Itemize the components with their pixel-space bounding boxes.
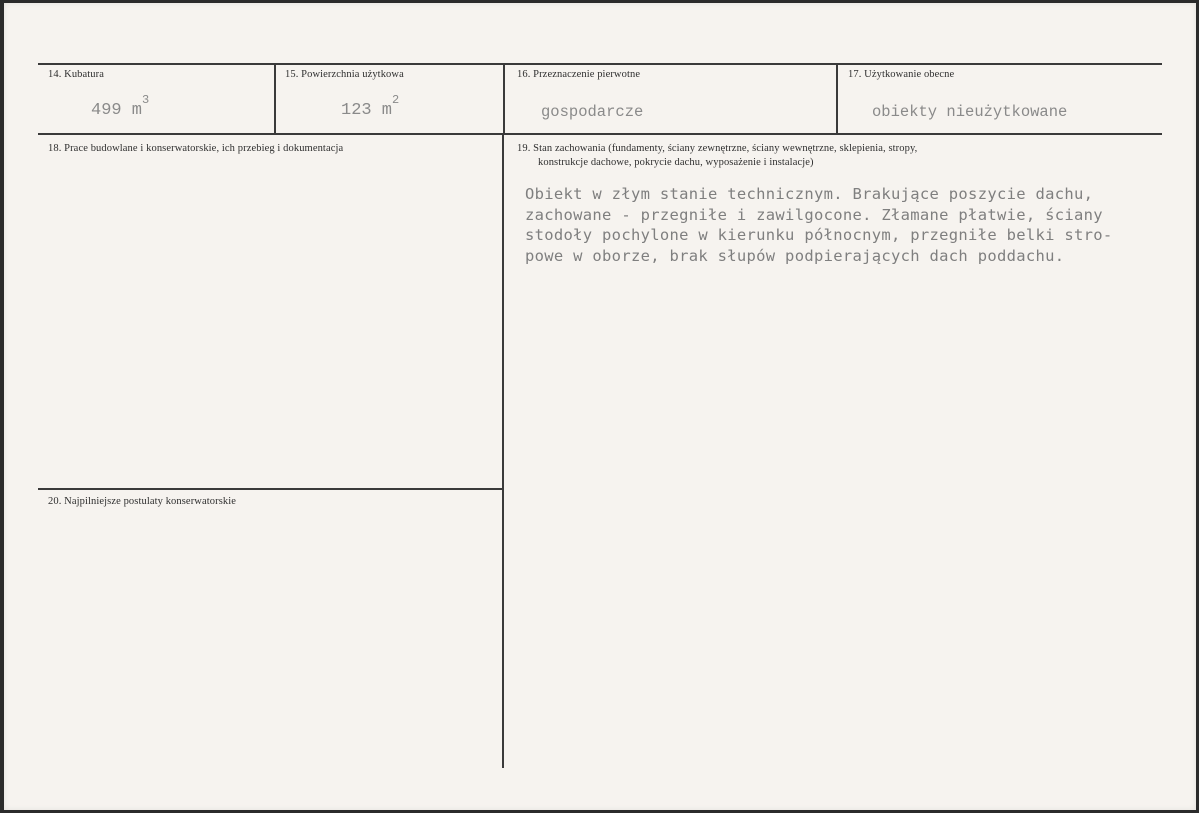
row1-bottom-line — [38, 133, 1162, 135]
field-17-value: obiekty nieużytkowane — [872, 103, 1068, 121]
field-14-value — [91, 93, 150, 120]
top-border-line — [38, 63, 1162, 65]
field-15-value — [341, 93, 400, 120]
section-18-20-divider — [38, 488, 502, 490]
divider-14-15 — [274, 64, 276, 134]
description-line: zachowane - przegniłe i zawilgocone. Złamane płatwie, ściany — [525, 205, 1103, 224]
field-19-label-line2: konstrukcje dachowe, pokrycie dachu, wyposażenie i instalacje) — [538, 157, 814, 168]
field-14-exponent: 3 — [142, 93, 150, 107]
field-18-label: 18. Prace budowlane i konserwatorskie, ich przebieg i dokumentacja — [48, 143, 344, 154]
field-19-label-line1: 19. Stan zachowania (fundamenty, ściany zewnętrzne, ściany wewnętrzne, sklepienia, stropy, — [517, 143, 918, 154]
description-line: stodoły pochylone w kierunku północnym, przegniłe belki stro- — [525, 226, 1113, 244]
field-15-number: 123 m — [341, 101, 393, 120]
field-16-value: gospodarcze — [541, 103, 644, 121]
field-17-label: 17. Użytkowanie obecne — [848, 69, 955, 80]
field-14-label: 14. Kubatura — [48, 69, 105, 80]
description-line: Obiekt w złym stanie technicznym. Brakujące poszycie dachu, — [525, 185, 1094, 203]
field-15-exponent: 2 — [392, 93, 400, 107]
description-line: powe w oborze, brak słupów podpierających dach poddachu. — [525, 246, 1065, 265]
field-20-label: 20. Najpilniejsze postulaty konserwatorskie — [48, 496, 237, 507]
divider-15-16 — [503, 64, 505, 134]
main-column-divider — [502, 134, 504, 768]
field-19-description — [525, 184, 1113, 266]
inventory-card — [4, 3, 1196, 810]
field-16-label: 16. Przeznaczenie pierwotne — [517, 69, 641, 80]
field-14-number: 499 m — [91, 101, 143, 120]
divider-16-17 — [836, 64, 838, 134]
field-15-label: 15. Powierzchnia użytkowa — [285, 69, 404, 80]
